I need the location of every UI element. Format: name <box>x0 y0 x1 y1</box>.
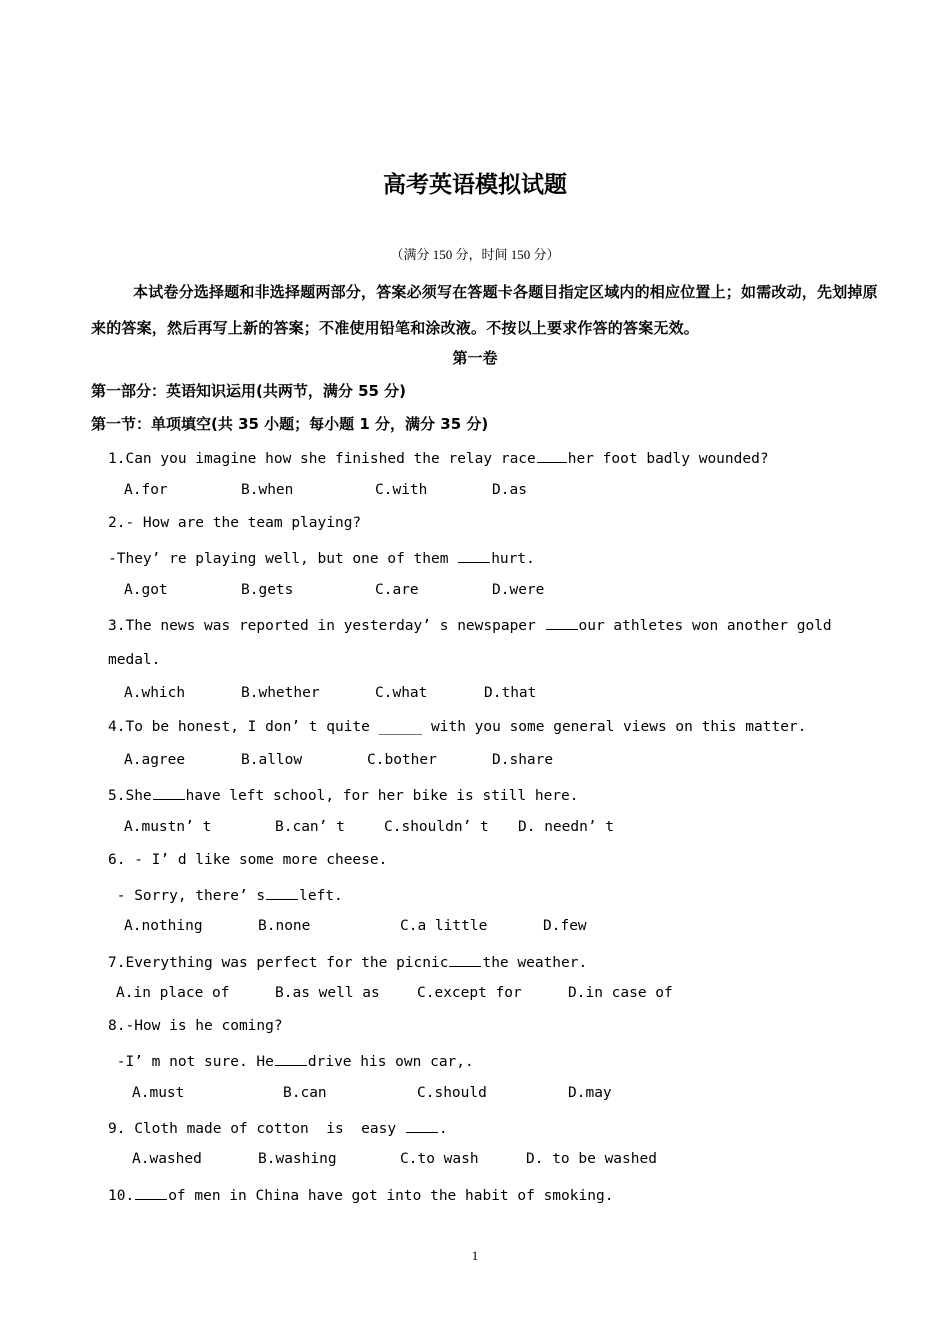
option-c: C.bother <box>367 752 437 768</box>
question-4: 4.To be honest, I don’ t quite _____ with you some general views on this matter. <box>108 719 807 735</box>
answer-blank <box>266 885 298 900</box>
option-c: C.are <box>375 582 419 598</box>
answer-blank <box>275 1051 307 1066</box>
option-a: A.nothing <box>124 918 203 934</box>
option-b: B.as well as <box>275 985 380 1001</box>
option-b: B.when <box>241 482 294 498</box>
option-a: A.must <box>132 1085 185 1101</box>
question-2-response <box>108 548 535 567</box>
option-b: B.none <box>258 918 311 934</box>
question-text: - Sorry, there’ s <box>108 888 266 904</box>
option-a: A.which <box>124 685 186 701</box>
option-d: D.were <box>492 582 545 598</box>
option-b: B.can’ t <box>275 819 345 835</box>
question-text: 3.The news was reported in yesterday’ s newspaper <box>108 618 545 634</box>
option-b: B.gets <box>241 582 294 598</box>
option-a: A.in place of <box>116 985 230 1001</box>
option-c: C.what <box>375 685 428 701</box>
question-text: 9. Cloth made of cotton is easy <box>108 1121 405 1137</box>
page-number: 1 <box>471 1248 479 1263</box>
option-c: C.to wash <box>400 1151 479 1167</box>
question-6-response <box>108 885 343 904</box>
question-text: . <box>438 1121 448 1137</box>
answer-blank <box>406 1118 438 1133</box>
option-d: D.share <box>492 752 554 768</box>
question-10 <box>108 1185 613 1204</box>
volume-heading: 第一卷 <box>452 349 498 367</box>
question-text: 5.She <box>108 788 152 804</box>
question-8-response <box>108 1051 474 1070</box>
part-heading: 第一部分：英语知识运用(共两节，满分 55 分) <box>91 382 407 400</box>
question-text: -I’ m not sure. He <box>108 1054 274 1070</box>
question-text: drive his own car,. <box>307 1054 474 1070</box>
question-2: 2.- How are the team playing? <box>108 515 362 531</box>
question-3-continued: medal. <box>108 652 161 668</box>
question-text: 1.Can you imagine how she finished the relay race <box>108 451 536 467</box>
question-text: 7.Everything was perfect for the picnic <box>108 955 449 971</box>
question-text: hurt. <box>491 551 535 567</box>
option-d: D.as <box>492 482 527 498</box>
option-d: D.few <box>543 918 587 934</box>
option-c: C.a little <box>400 918 488 934</box>
question-1 <box>108 448 769 467</box>
option-b: B.whether <box>241 685 320 701</box>
option-d: D.may <box>568 1085 612 1101</box>
exam-instructions: 本试卷分选择题和非选择题两部分，答案必须写在答题卡各题目指定区域内的相应位置上；如需改动，先划掉原来的答案，然后再写上新的答案；不准使用铅笔和涂改液。不按以上要求作答的答案无效。 <box>91 283 878 337</box>
question-text: the weather. <box>482 955 588 971</box>
question-text: left. <box>299 888 343 904</box>
answer-blank <box>546 615 578 630</box>
answer-blank <box>458 548 490 563</box>
question-7 <box>108 952 587 971</box>
option-d: D.that <box>484 685 537 701</box>
option-a: A.washed <box>132 1151 202 1167</box>
question-text: her foot badly wounded? <box>567 451 769 467</box>
option-a: A.for <box>124 482 168 498</box>
question-8: 8.-How is he coming? <box>108 1018 283 1034</box>
option-d: D. needn’ t <box>518 819 615 835</box>
question-6: 6. - I’ d like some more cheese. <box>108 852 388 868</box>
option-b: B.allow <box>241 752 303 768</box>
option-b: B.can <box>283 1085 327 1101</box>
question-text: our athletes won another gold <box>578 618 832 634</box>
question-text: -They’ re playing well, but one of them <box>108 551 458 567</box>
question-3 <box>108 615 832 634</box>
section-heading: 第一节：单项填空(共 35 小题；每小题 1 分，满分 35 分) <box>91 415 489 433</box>
option-a: A.mustn’ t <box>124 819 212 835</box>
answer-blank <box>449 952 481 967</box>
question-text: of men in China have got into the habit of smoking. <box>168 1188 614 1204</box>
answer-blank <box>153 785 185 800</box>
question-9 <box>108 1118 448 1137</box>
question-text: have left school, for her bike is still here. <box>185 788 579 804</box>
page-title: 高考英语模拟试题 <box>383 171 567 198</box>
option-d: D. to be washed <box>526 1151 657 1167</box>
answer-blank <box>537 448 567 463</box>
answer-blank <box>135 1185 167 1200</box>
question-5 <box>108 785 579 804</box>
score-time-note: （满分 150 分，时间 150 分） <box>390 247 560 262</box>
option-a: A.agree <box>124 752 186 768</box>
option-d: D.in case of <box>568 985 673 1001</box>
option-a: A.got <box>124 582 168 598</box>
question-text: 10. <box>108 1188 135 1204</box>
option-c: C.with <box>375 482 428 498</box>
option-c: C.should <box>417 1085 487 1101</box>
option-c: C.shouldn’ t <box>384 819 489 835</box>
option-c: C.except for <box>417 985 522 1001</box>
option-b: B.washing <box>258 1151 337 1167</box>
